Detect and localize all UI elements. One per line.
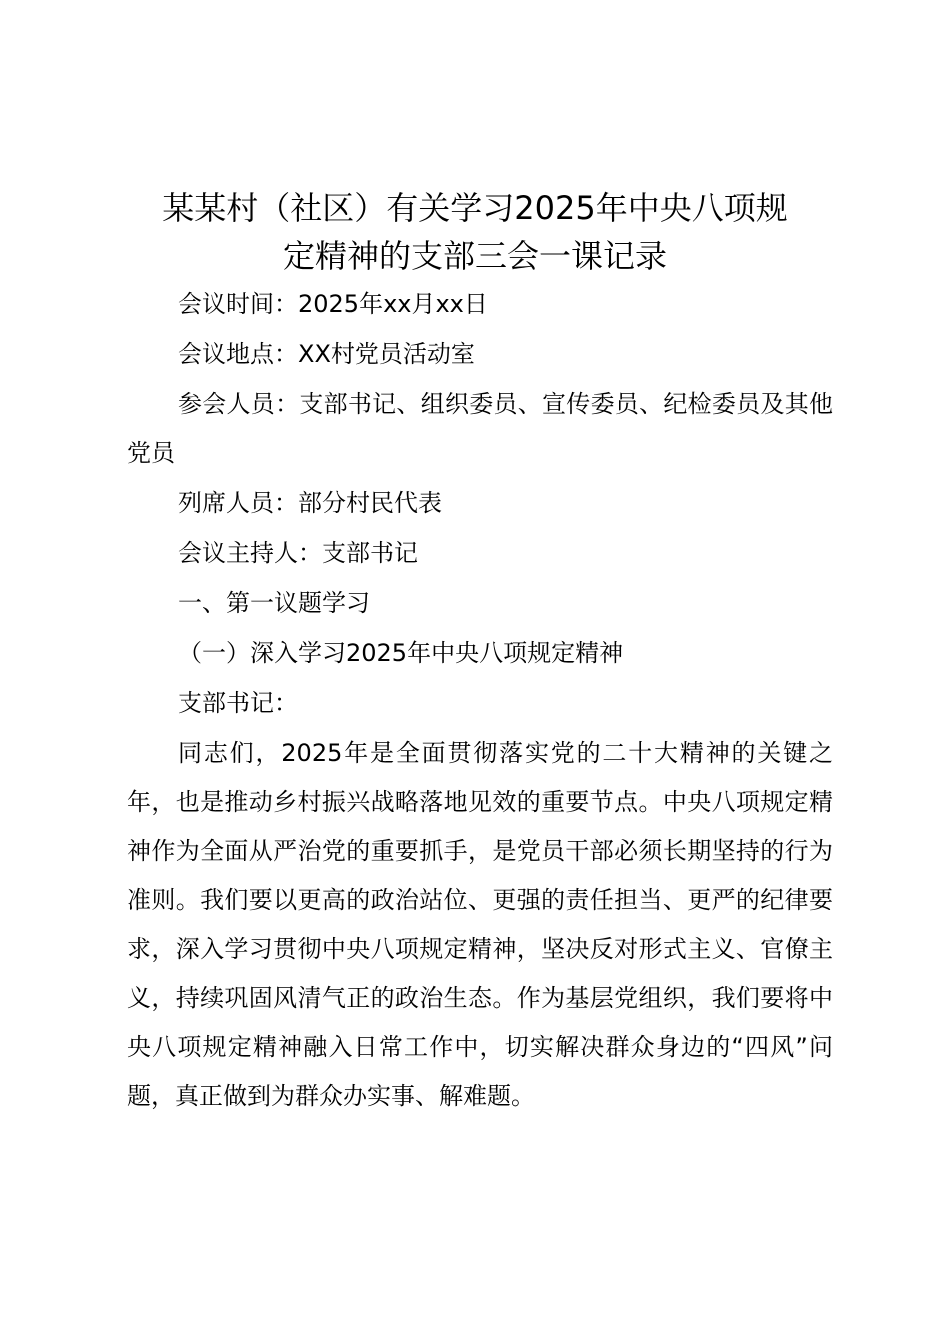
meeting-time: 会议时间：2025年xx月xx日 bbox=[178, 290, 488, 318]
document-title-line-2: 定精神的支部三会一课记录 bbox=[282, 237, 667, 275]
document-body bbox=[127, 280, 833, 1121]
section-heading: 一、第一议题学习 bbox=[178, 589, 370, 617]
document-title bbox=[110, 184, 840, 280]
document-title-line-1: 某某村（社区）有关学习2025年中央八项规 bbox=[162, 189, 788, 227]
subsection-heading: （一）深入学习2025年中央八项规定精神 bbox=[178, 639, 624, 667]
speech-paragraph: 同志们，2025年是全面贯彻落实党的二十大精神的关键之年，也是推动乡村振兴战略落地见效的重要节点。中央八项规定精神作为全面从严治党的重要抓手，是党员干部必须长期坚持的行为准则。我们要以更高的政治站位、更强的责任担当、更严的纪律要求，深入学习贯彻中央八项规定精神，坚决反对形式主义、官僚主义，持续巩固风清气正的政治生态。作为基层党组织，我们要将中央八项规定精神融入日常工作中，切实解决群众身边的“四风”问题，真正做到为群众办实事、解难题。 bbox=[127, 739, 833, 1110]
meeting-attendees: 参会人员：支部书记、组织委员、宣传委员、纪检委员及其他党员 bbox=[127, 390, 833, 467]
speaker-label: 支部书记： bbox=[178, 689, 298, 717]
meeting-host: 会议主持人：支部书记 bbox=[178, 539, 418, 567]
meeting-observers: 列席人员：部分村民代表 bbox=[178, 489, 442, 517]
meeting-place: 会议地点：XX村党员活动室 bbox=[178, 340, 475, 368]
